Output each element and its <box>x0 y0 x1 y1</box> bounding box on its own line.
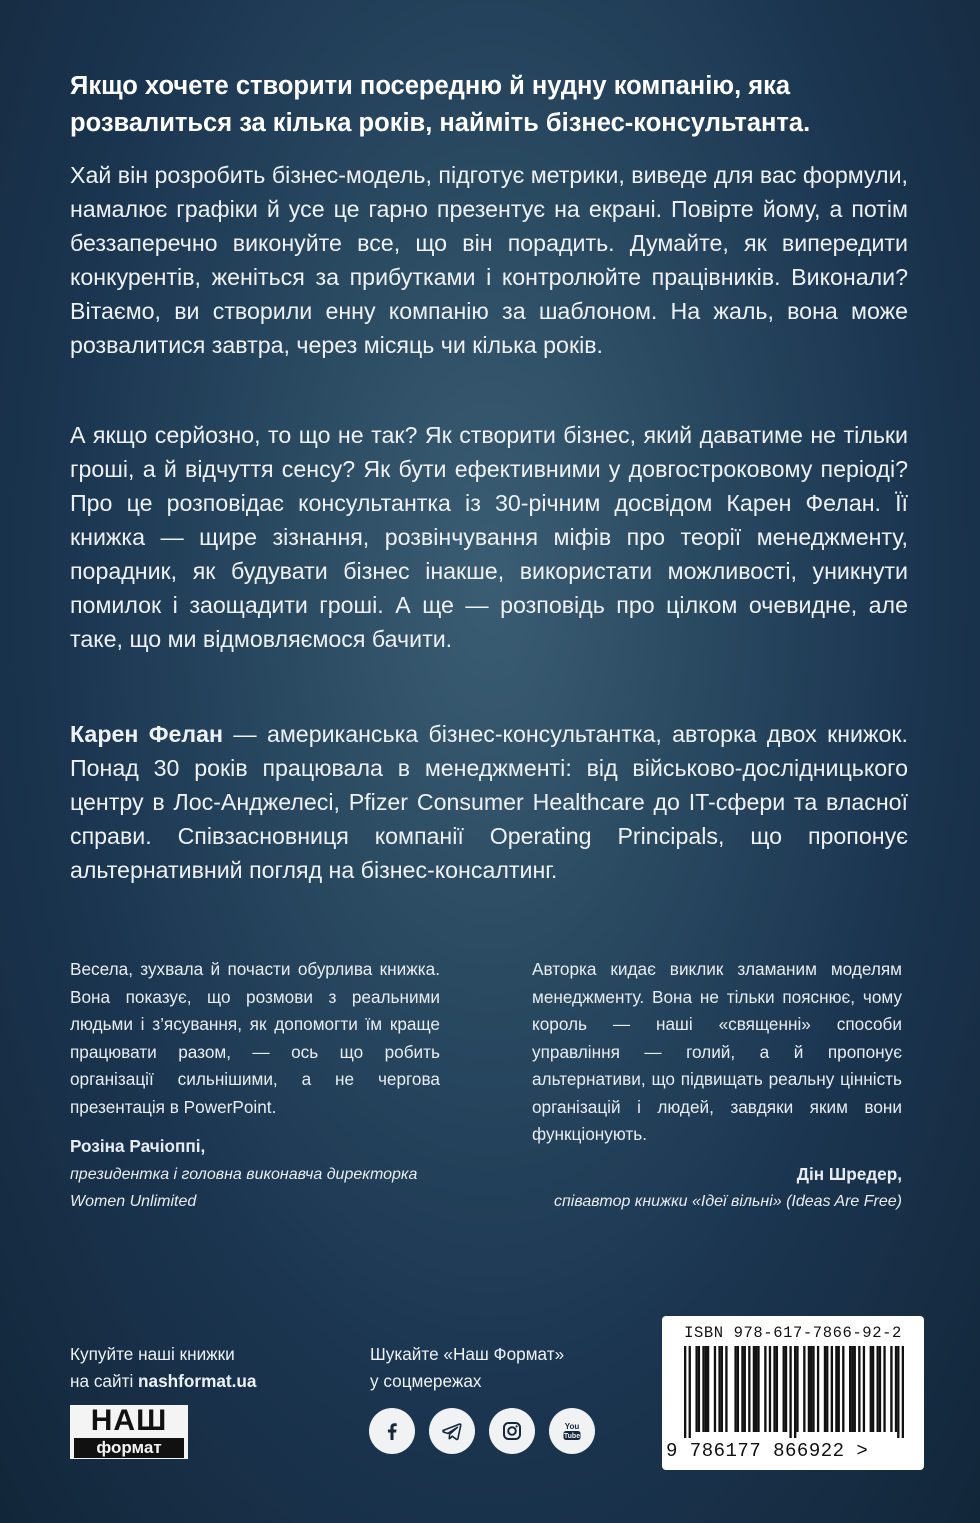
youtube-label-top: You <box>564 1422 580 1431</box>
social-icons <box>369 1408 609 1458</box>
author-name: Карен Фелан <box>70 721 224 747</box>
barcode-bar <box>794 1346 796 1438</box>
logo-top-text: НАШ <box>90 1404 168 1437</box>
lead-text <box>70 68 920 142</box>
barcode-bar <box>753 1346 755 1432</box>
barcode-bar <box>684 1346 686 1438</box>
barcode-bar <box>707 1346 709 1432</box>
social-line-1: Шукайте «Наш Формат» <box>370 1344 565 1364</box>
barcode-bar <box>757 1346 759 1432</box>
barcode-bar <box>737 1346 739 1432</box>
barcode-bar <box>725 1346 727 1432</box>
barcode-bar <box>718 1346 720 1432</box>
barcode-bar <box>764 1346 766 1432</box>
barcode-bar <box>783 1346 785 1432</box>
barcode-bar <box>796 1346 798 1432</box>
barcode-bar <box>785 1346 787 1432</box>
reviewer-name: Дін Шредер, <box>796 1163 902 1184</box>
barcode-bar <box>741 1346 743 1432</box>
barcode-bar <box>897 1346 899 1438</box>
barcode-bar <box>744 1346 746 1432</box>
barcode-bar <box>895 1346 897 1432</box>
barcode-bar <box>863 1346 865 1432</box>
reviewer-role: президентка і головна виконавча директорка Women Unlimited <box>70 1165 418 1210</box>
barcode-bar <box>824 1346 826 1432</box>
facebook-icon[interactable] <box>369 1408 415 1454</box>
barcode-bar <box>872 1346 874 1432</box>
barcode-bar <box>831 1346 833 1432</box>
barcode <box>684 1346 904 1438</box>
barcode-bar <box>835 1346 837 1432</box>
website-link[interactable]: nashformat.ua <box>138 1371 257 1391</box>
barcode-bar <box>870 1346 872 1432</box>
barcode-bar <box>851 1346 853 1432</box>
barcode-bar <box>812 1346 814 1432</box>
barcode-bar <box>808 1346 810 1432</box>
instagram-icon[interactable] <box>489 1408 535 1454</box>
barcode-bar <box>705 1346 707 1432</box>
author-bio <box>70 717 908 887</box>
barcode-bar <box>826 1346 828 1432</box>
barcode-bar <box>755 1346 757 1432</box>
review-text: Авторка кидає виклик зламаним моделям менеджменту. Вона не тільки пояснює, чому король — наші «священні» способи управління — голий, а й пропонує альтернативи, що підвищать реальну цінність організацій і людей, завдяки яким вони функціонують. <box>532 959 902 1144</box>
lead-line-2: розвалиться за кілька років, найміть бізнес-консультанта. <box>70 109 811 137</box>
isbn-number: ISBN 978-617-7866-92-2 <box>684 1324 902 1342</box>
reviewer-name: Розіна Рачіоппі, <box>70 1136 206 1156</box>
youtube-icon[interactable] <box>549 1408 595 1454</box>
review-text: Весела, зухвала й почасти обурлива книжка. Вона показує, що розмови з реальними людьми і з’ясування, як допомогти їм краще працювати разом, — ось що робить організації сильнішими, а не чергова презентація в PowerPoint. <box>70 959 440 1117</box>
review-quote-1 <box>70 956 440 1215</box>
buy-books-text <box>70 1341 330 1395</box>
barcode-bar <box>721 1346 723 1432</box>
barcode-bar <box>838 1346 840 1432</box>
description-paragraph-1: Хай він розробить бізнес-модель, підготує метрики, виведе для вас формули, намалює графіки й усе це гарно презентує на екрані. Повірте йому, а потім беззаперечно виконуйте все, що він порадить. Думайте, як випередити конкурентів, женіться за прибутками і контролюйте працівників. Виконали? Вітаємо, ви створили енну компанію за шаблоном. На жаль, вона може розвалитися завтра, через місяць чи кілька років. <box>70 162 908 358</box>
social-media-text <box>370 1341 630 1395</box>
barcode-bar <box>858 1346 860 1432</box>
barcode-bar <box>877 1346 879 1432</box>
barcode-bar <box>890 1346 892 1432</box>
barcode-digits: 9 786177 866922 > <box>666 1440 869 1462</box>
isbn-barcode-box <box>662 1316 924 1470</box>
buy-line-2: на сайті <box>70 1371 139 1391</box>
barcode-bar <box>776 1346 778 1432</box>
social-line-2: у соцмережах <box>370 1371 482 1391</box>
description-paragraph-2: А якщо серйозно, то що не так? Як створити бізнес, який даватиме не тільки гроші, а й відчуття сенсу? Як бути ефективними у довгостроковому періоді? Про це розповідає консультантка із 30-річним досвідом Карен Фелан. Її книжка — щире зізнання, розвінчування міфів про теорії менеджменту, порадник, як будувати бізнес інакше, використати можливості, уникнути помилок і заощадити гроші. А ще — розповідь про цілком очевидне, але таке, що ми відмовляємося бачити. <box>70 422 908 652</box>
barcode-bar <box>789 1346 791 1438</box>
buy-line-1: Купуйте наші книжки <box>70 1344 235 1364</box>
telegram-icon[interactable] <box>429 1408 475 1454</box>
barcode-bar <box>748 1346 750 1432</box>
barcode-bar <box>769 1346 771 1432</box>
barcode-bar <box>714 1346 716 1432</box>
barcode-bar <box>817 1346 819 1432</box>
barcode-bar <box>810 1346 812 1432</box>
barcode-bar <box>849 1346 851 1432</box>
barcode-bar <box>803 1346 805 1432</box>
barcode-bar <box>773 1346 775 1432</box>
barcode-bar <box>902 1346 904 1438</box>
barcode-bar <box>702 1346 704 1432</box>
lead-line-1: Якщо хочете створити посередню й нудну компанію, яка <box>70 72 791 100</box>
barcode-bar <box>883 1346 885 1432</box>
barcode-bar <box>695 1346 697 1432</box>
barcode-bar <box>698 1346 700 1432</box>
barcode-bar <box>734 1346 736 1432</box>
review-quote-2 <box>532 956 902 1215</box>
barcode-bar <box>854 1346 856 1432</box>
barcode-bar <box>689 1346 691 1438</box>
publisher-logo <box>70 1405 188 1459</box>
author-bio-text: — американська бізнес-консультантка, авторка двох книжок. Понад 30 років працювала в менеджменті: від військово-дослідницького центру в Лос-Анджелесі, Pfizer Consumer Healthcare до IT-сфери та власної справи. Співзасновниця компанії Operating Principals, що пропонує альтернативний погляд на бізнес-консалтинг. <box>70 721 908 883</box>
youtube-label-bottom: Tube <box>563 1433 581 1441</box>
reviewer-role: співавтор книжки «Ідеї вільні» (Ideas Are Free) <box>553 1193 902 1210</box>
barcode-bar <box>879 1346 881 1432</box>
logo-bottom-text: формат <box>74 1438 184 1458</box>
barcode-bar <box>842 1346 844 1432</box>
